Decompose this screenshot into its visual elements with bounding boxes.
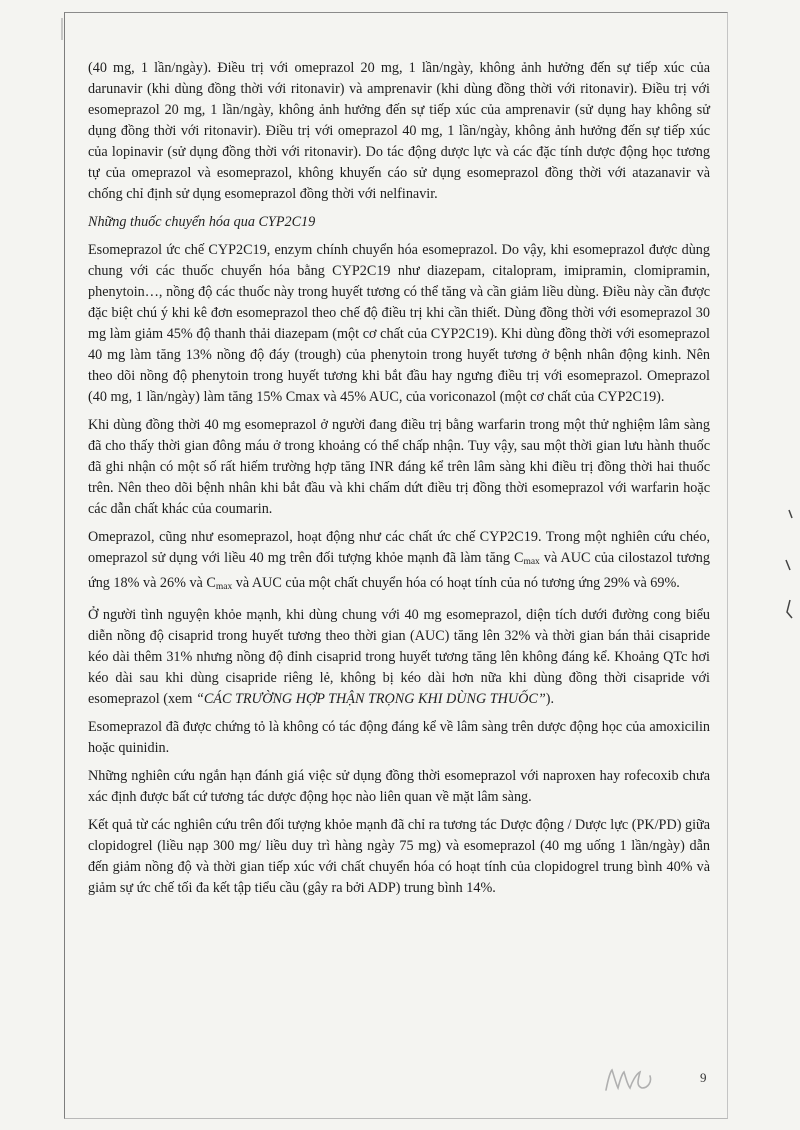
handwritten-signature <box>600 1060 680 1100</box>
section-subheading: Những thuốc chuyển hóa qua CYP2C19 <box>88 214 316 230</box>
italic-reference: “CÁC TRƯỜNG HỢP THẬN TRỌNG KHI DÙNG THUỐC” <box>195 691 546 707</box>
paragraph-amoxicilin: Esomeprazol đã được chứng tỏ là không có tác động đáng kể về lâm sàng trên dược động học của amoxicilin hoặc quinidin. <box>88 719 710 756</box>
subscript: max <box>215 582 233 592</box>
page-number: 9 <box>700 1070 707 1085</box>
subscript: max <box>523 557 540 567</box>
paragraph-warfarin: Khi dùng đồng thời 40 mg esomeprazol ở người đang điều trị bằng warfarin trong một thử nghiệm lâm sàng đã cho thấy thời gian đông máu ở trong khoảng có thể chấp nhận. Tuy vậy, sau một thời gian lưu hành thuốc đã ghi nhận có một số rất hiếm trường hợp tăng INR đáng kể trên lâm sàng khi điều trị đồng thời hai thuốc trên. Nên theo dõi bệnh nhân khi bắt đầu và khi chấm dứt điều trị đồng thời esomeprazol với warfarin hoặc các dẫn chất khác của coumarin. <box>88 417 710 517</box>
paragraph-clopidogrel: Kết quả từ các nghiên cứu trên đối tượng khỏe mạnh đã chỉ ra tương tác Dược động / Dược lực (PK/PD) giữa clopidogrel (liều nạp 300 mg/ liều duy trì hàng ngày 75 mg) và esomeprazol (40 mg uống 1 lần/ngày) dẫn đến giảm nồng độ và thời gian tiếp xúc với chất chuyển hóa có hoạt tính của clopidogrel trung bình 40% và giảm sự ức chế tối đa kết tập tiểu cầu (gây ra bởi ADP) trung bình 14%. <box>88 817 710 896</box>
paragraph-cilostazol <box>88 527 710 598</box>
edge-scratch-mark <box>780 500 798 640</box>
paragraph-cyp2c19: Esomeprazol ức chế CYP2C19, enzym chính chuyển hóa esomeprazol. Do vậy, khi esomeprazol được dùng chung với các thuốc chuyển hóa bằng CYP2C19 như diazepam, citalopram, imipramin, clomipramin, phenytoin…, nồng độ các thuốc này trong huyết tương có thể tăng và cần giảm liều dùng. Điều này cần được đặc biệt chú ý khi kê đơn esomeprazol theo chế độ điều trị khi cần thiết. Dùng đồng thời với esomeprazol 30 mg làm giảm 45% độ thanh thải diazepam (một cơ chất của CYP2C19). Khi dùng đồng thời với esomeprazol 40 mg làm tăng 13% nồng độ đáy (trough) của phenytoin trong huyết tương ở bệnh nhân động kinh. Nên theo dõi nồng độ phenytoin trong huyết tương khi bắt đầu hay ngưng điều trị với esomeprazol. Omeprazol (40 mg, 1 lần/ngày) làm tăng 15% Cmax và 45% AUC, của voriconazol (một cơ chất của CYP2C19). <box>88 242 710 405</box>
text-run: ). <box>545 691 555 707</box>
text-run: và AUC của một chất chuyển hóa có hoạt tính của nó tương ứng 29% và 69%. <box>232 575 680 591</box>
text-run: và AUC của cilostazol tương ứng 18% và 26% và C <box>88 550 710 591</box>
document-body <box>88 58 710 899</box>
paragraph-cisaprid <box>88 605 710 710</box>
text-run: Ở người tình nguyện khỏe mạnh, khi dùng chung với 40 mg esomeprazol, diện tích dưới đường cong biểu diễn nồng độ cisaprid trong huyết tương theo thời gian (AUC) tăng lên 32% và thời gian bán thải cisapride kéo dài thêm 31% nhưng nồng độ đỉnh cisaprid trong huyết tương tăng lên không đáng kể. Khoảng QTc hơi kéo dài sau khi dùng cisapride riêng lẻ, không bị kéo dài hơn nữa khi dùng đồng thời cisapride với esomeprazol (xem <box>88 607 710 707</box>
corner-mark <box>54 16 70 44</box>
paragraph-naproxen: Những nghiên cứu ngắn hạn đánh giá việc sử dụng đồng thời esomeprazol với naproxen hay rofecoxib chưa xác định được bất cứ tương tác dược động học nào liên quan về mặt lâm sàng. <box>88 768 710 805</box>
paragraph-antiretroviral: (40 mg, 1 lần/ngày). Điều trị với omeprazol 20 mg, 1 lần/ngày, không ảnh hưởng đến sự tiếp xúc của darunavir (khi dùng đồng thời với ritonavir) và amprenavir (khi dùng đồng thời với ritonavir). Điều trị với esomeprazol 20 mg, 1 lần/ngày, không ảnh hưởng đến sự tiếp xúc của amprenavir (sử dụng hay không sử dụng đồng thời với ritonavir). Điều trị với omeprazol 40 mg, 1 lần/ngày, không ảnh hưởng đến sự tiếp xúc của lopinavir (sử dụng đồng thời với ritonavir). Do tác động dược lực và các đặc tính dược động học tương tự của omeprazol và esomeprazol, không khuyến cáo sử dụng esomeprazol đồng thời với atazanavir và chống chỉ định sử dụng esomeprazol đồng thời với nelfinavir. <box>88 60 710 202</box>
text-run: Omeprazol, cũng như esomeprazol, hoạt động như các chất ức chế CYP2C19. Trong một nghiên cứu chéo, omeprazol sử dụng với liều 40 mg trên đối tượng khỏe mạnh đã làm tăng C <box>88 529 710 566</box>
